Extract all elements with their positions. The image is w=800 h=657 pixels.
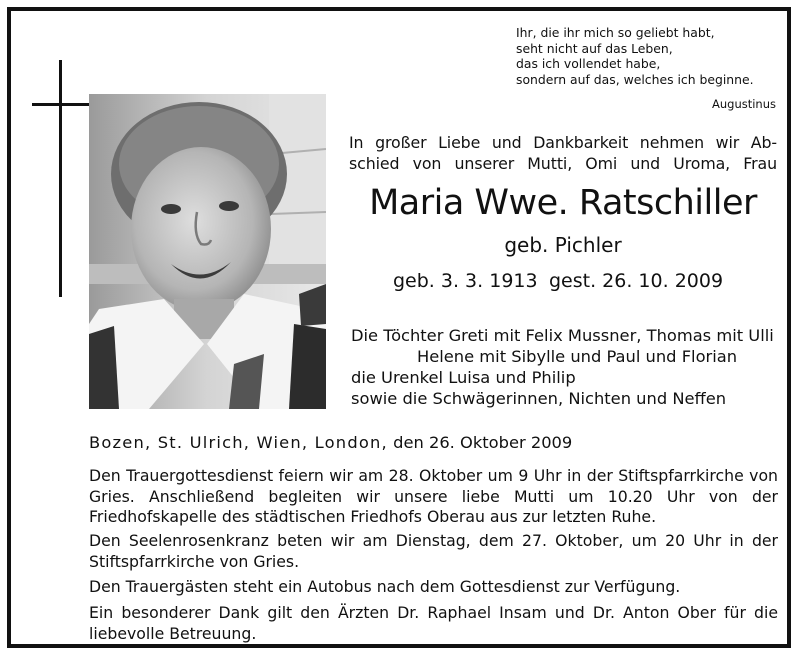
rosary-paragraph <box>89 531 778 572</box>
paragraph-line: Den Seelenrosenkranz beten wir am Dienstag, dem 27. Oktober, um 20 Uhr in der <box>89 531 778 550</box>
family-line: Helene mit Sibylle und Paul und Florian <box>417 347 738 366</box>
quote-line: sondern auf das, welches ich beginne. <box>516 71 754 87</box>
paragraph-line: Den Trauergästen steht ein Autobus nach dem Gottesdienst zur Verfügung. <box>89 577 681 596</box>
paragraph-line: Gries. Anschließend begleiten wir unsere liebe Mutti um 10.20 Uhr von der <box>89 486 778 506</box>
family-line: die Urenkel Luisa und Philip <box>351 368 576 387</box>
bus-paragraph <box>89 577 778 598</box>
obituary-notice <box>7 7 791 648</box>
family-list <box>351 325 774 409</box>
memorial-quote <box>516 25 776 87</box>
deceased-name: Maria Wwe. Ratschiller <box>369 183 757 223</box>
quote-line: Ihr, die ihr mich so geliebt habt, <box>516 25 715 40</box>
quote-author: Augustinus <box>711 97 776 111</box>
funeral-paragraph <box>89 466 778 528</box>
paragraph-line: Ein besonderer Dank gilt den Ärzten Dr. Raphael Insam und Dr. Anton Ober für die <box>89 603 778 622</box>
quote-line: seht nicht auf das Leben, <box>516 40 673 56</box>
intro-text <box>349 132 777 174</box>
cross-icon-bar <box>32 103 89 106</box>
intro-line: schied von unserer Mutti, Omi und Uroma, Frau <box>349 154 777 173</box>
birth-date: geb. 3. 3. 1913 <box>393 270 538 292</box>
intro-line: In großer Liebe und Dankbarkeit nehmen wir Ab- <box>349 133 777 152</box>
notice-date: den 26. Oktober 2009 <box>393 433 573 452</box>
paragraph-line: Stiftspfarrkirche von Gries. <box>89 551 300 571</box>
family-line: sowie die Schwägerinnen, Nichten und Neffen <box>351 389 727 408</box>
birth-name: geb. Pichler <box>504 233 622 257</box>
portrait-photo <box>89 94 326 409</box>
cross-icon <box>59 60 62 297</box>
family-line: Die Töchter Greti mit Felix Mussner, Thomas mit Ulli <box>351 326 774 345</box>
death-date: gest. 26. 10. 2009 <box>549 270 724 292</box>
quote-line: das ich vollendet habe, <box>516 56 661 71</box>
thanks-paragraph <box>89 603 778 644</box>
paragraph-line: Den Trauergottesdienst feiern wir am 28. Oktober um 9 Uhr in der Stiftspfarrkirche von <box>89 466 778 485</box>
paragraph-line: liebevolle Betreuung. <box>89 623 257 643</box>
place-date-line <box>89 432 572 454</box>
paragraph-line: Friedhofskapelle des städtischen Friedhofs Oberau aus zur letzten Ruhe. <box>89 507 657 527</box>
places: Bozen, St. Ulrich, Wien, London, <box>89 433 388 452</box>
